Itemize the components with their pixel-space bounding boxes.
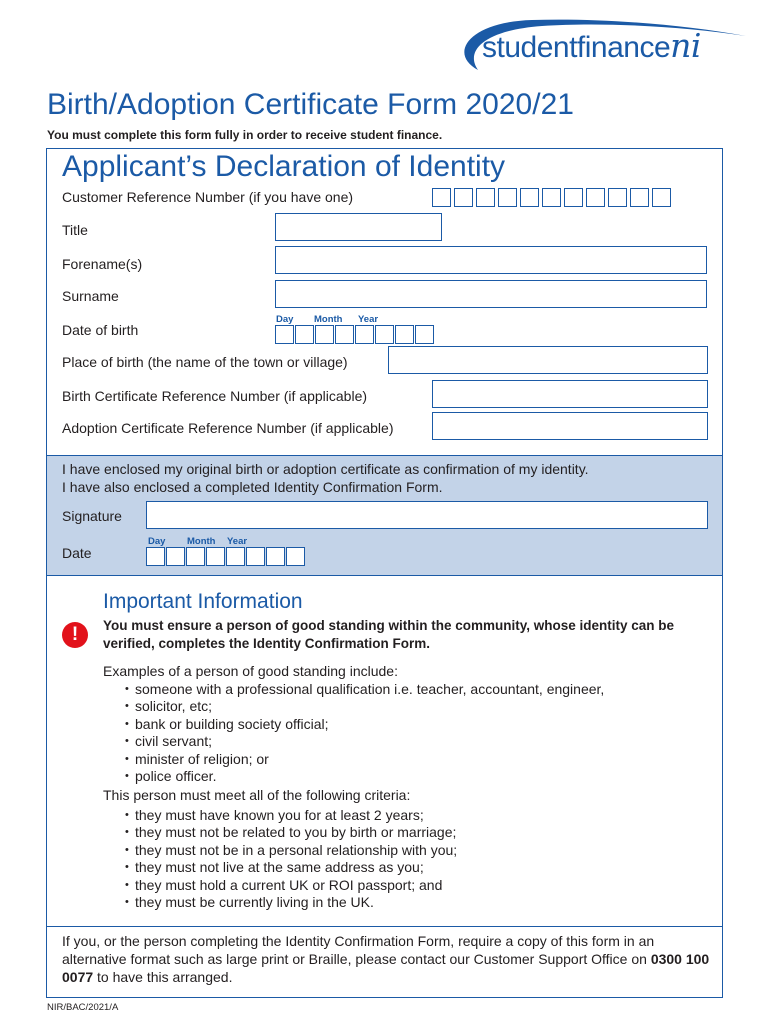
criteria-list — [125, 807, 457, 911]
crn-box[interactable] — [476, 188, 495, 207]
footer-divider — [47, 926, 722, 927]
crn-box[interactable] — [498, 188, 517, 207]
dob-day-box[interactable] — [275, 325, 294, 344]
dob-month-box[interactable] — [335, 325, 354, 344]
crn-box[interactable] — [564, 188, 583, 207]
dob-day-box[interactable] — [295, 325, 314, 344]
list-item: • they must be currently living in the UK. — [125, 894, 457, 911]
crn-box[interactable] — [652, 188, 671, 207]
title-field[interactable] — [275, 213, 442, 241]
date-year-box[interactable] — [266, 547, 285, 566]
crn-box[interactable] — [520, 188, 539, 207]
date-month-box[interactable] — [186, 547, 205, 566]
list-item: • minister of religion; or — [125, 751, 604, 768]
logo-wordmark: studentfinanceni — [482, 26, 701, 65]
list-item: • civil servant; — [125, 733, 604, 750]
crn-box[interactable] — [608, 188, 627, 207]
date-month-box[interactable] — [206, 547, 225, 566]
student-finance-ni-logo — [450, 14, 750, 76]
list-item: • someone with a professional qualification i.e. teacher, accountant, engineer, — [125, 681, 604, 698]
place-of-birth-label: Place of birth (the name of the town or village) — [62, 354, 348, 370]
confirmation-line-1: I have enclosed my original birth or adoption certificate as confirmation of my identity. — [62, 461, 589, 477]
crn-box[interactable] — [586, 188, 605, 207]
alert-icon: ! — [62, 622, 88, 648]
section-heading: Applicant’s Declaration of Identity — [62, 150, 506, 183]
dob-year-box[interactable] — [375, 325, 394, 344]
surname-label: Surname — [62, 288, 119, 304]
dob-month-caption: Month — [314, 314, 343, 325]
place-of-birth-field[interactable] — [388, 346, 708, 374]
forenames-field[interactable] — [275, 246, 707, 274]
dob-year-caption: Year — [358, 314, 379, 325]
date-month-caption: Month — [187, 536, 216, 547]
signature-label: Signature — [62, 508, 122, 524]
dob-year-box[interactable] — [415, 325, 434, 344]
page-title: Birth/Adoption Certificate Form 2020/21 — [47, 88, 574, 121]
date-day-caption: Day — [148, 536, 166, 547]
adoption-cert-label: Adoption Certificate Reference Number (if applicable) — [62, 420, 394, 436]
criteria-intro: This person must meet all of the following criteria: — [103, 787, 411, 803]
crn-box[interactable] — [630, 188, 649, 207]
crn-box[interactable] — [454, 188, 473, 207]
surname-field[interactable] — [275, 280, 707, 308]
crn-box[interactable] — [542, 188, 561, 207]
birth-cert-field[interactable] — [432, 380, 708, 408]
dob-year-box[interactable] — [355, 325, 374, 344]
list-item-continuation: • solicitor, etc; — [125, 698, 604, 715]
list-item: • they must hold a current UK or ROI passport; and — [125, 877, 457, 894]
date-year-caption: Year — [227, 536, 248, 547]
date-day-box[interactable] — [146, 547, 165, 566]
date-year-box[interactable] — [246, 547, 265, 566]
signature-field[interactable] — [146, 501, 708, 529]
confirmation-line-2: I have also enclosed a completed Identity Confirmation Form. — [62, 479, 443, 495]
alternative-format-note: If you, or the person completing the Identity Confirmation Form, require a copy of this form in an alternative format such as large print or Braille, please contact our Customer Support Office on 0300 100 0077 to have this arranged. — [62, 933, 710, 985]
adoption-cert-field[interactable] — [432, 412, 708, 440]
title-label: Title — [62, 222, 88, 238]
list-item: • they must not be related to you by birth or marriage; — [125, 824, 457, 841]
list-item: • bank or building society official; — [125, 716, 604, 733]
examples-list — [125, 681, 604, 785]
dob-month-box[interactable] — [315, 325, 334, 344]
list-item: • police officer. — [125, 768, 604, 785]
list-item: • they must not be in a personal relationship with you; — [125, 842, 457, 859]
date-label: Date — [62, 545, 92, 561]
dob-year-box[interactable] — [395, 325, 414, 344]
list-item: • they must have known you for at least 2 years; — [125, 807, 457, 824]
date-year-box[interactable] — [286, 547, 305, 566]
date-day-box[interactable] — [166, 547, 185, 566]
list-item: • they must not live at the same address as you; — [125, 859, 457, 876]
date-year-box[interactable] — [226, 547, 245, 566]
important-note: You must ensure a person of good standing within the community, whose identity can be verified, completes the Identity Confirmation Form. — [103, 618, 675, 651]
examples-intro: Examples of a person of good standing include: — [103, 663, 398, 679]
important-heading: Important Information — [103, 590, 303, 613]
dob-label: Date of birth — [62, 322, 139, 338]
page-subtitle: You must complete this form fully in order to receive student finance. — [47, 128, 443, 142]
crn-box[interactable] — [432, 188, 451, 207]
dob-day-caption: Day — [276, 314, 294, 325]
support-phone: 0300 100 0077 — [62, 951, 710, 985]
birth-cert-label: Birth Certificate Reference Number (if applicable) — [62, 388, 368, 404]
forenames-label: Forename(s) — [62, 256, 143, 272]
crn-label: Customer Reference Number (if you have one) — [62, 189, 354, 205]
form-code: NIR/BAC/2021/A — [47, 1002, 119, 1013]
